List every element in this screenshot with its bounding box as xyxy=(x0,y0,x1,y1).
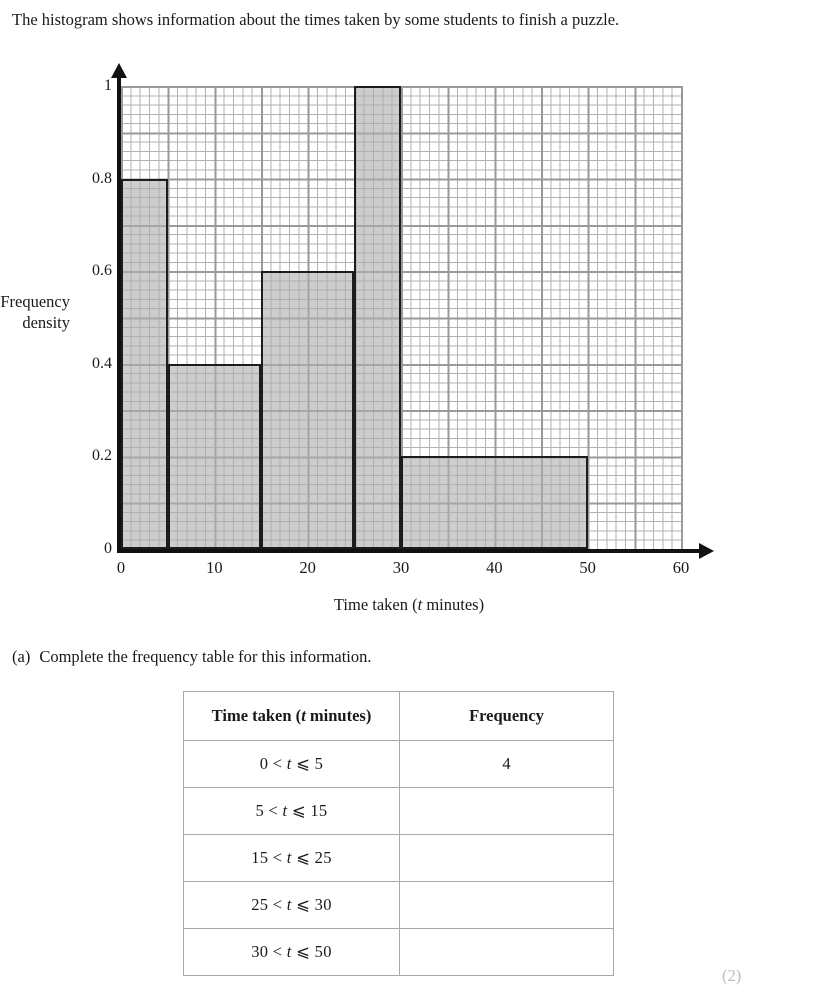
y-axis-title-line-1: Frequency xyxy=(0,292,70,311)
histogram-bar xyxy=(168,364,261,549)
histogram-bar xyxy=(121,179,168,549)
table-cell-time-range: 0 < t ⩽ 5 xyxy=(184,741,400,788)
y-axis-title-line-2: density xyxy=(22,312,70,332)
histogram-plot-area xyxy=(121,86,681,549)
table-header-time-taken xyxy=(184,692,400,741)
table-header-frequency: Frequency xyxy=(400,692,614,741)
table-cell-time-range: 25 < t ⩽ 30 xyxy=(184,882,400,929)
part-a-instruction: Complete the frequency table for this information. xyxy=(39,647,372,666)
table-cell-frequency[interactable] xyxy=(400,835,614,882)
histogram-figure xyxy=(0,60,818,640)
x-axis-tick-label: 60 xyxy=(672,558,690,577)
x-axis-title-after: minutes) xyxy=(422,595,485,614)
histogram-bar xyxy=(354,86,401,549)
y-axis-line xyxy=(117,75,121,553)
frequency-table xyxy=(183,691,614,976)
y-axis-tick-label: 0.6 xyxy=(92,262,112,280)
table-cell-time-range: 15 < t ⩽ 25 xyxy=(184,835,400,882)
x-axis-tick-label: 30 xyxy=(392,558,410,577)
x-axis-title xyxy=(0,595,818,615)
table-row xyxy=(184,835,614,882)
x-axis-title-variable: t xyxy=(417,595,423,614)
table-header-time-after: minutes) xyxy=(305,706,372,725)
histogram-bar xyxy=(261,271,354,549)
y-axis-tick-label: 1 xyxy=(104,77,112,94)
y-axis-title xyxy=(0,292,70,333)
table-cell-time-range: 30 < t ⩽ 50 xyxy=(184,929,400,976)
y-axis-tick-label: 0.8 xyxy=(92,169,112,187)
histogram-bar xyxy=(401,456,588,549)
question-intro-text: The histogram shows information about the times taken by some students to finish a puzzle. xyxy=(12,10,620,29)
table-header-time-before: Time taken ( xyxy=(211,706,302,725)
marks-indicator: (2) xyxy=(722,966,742,985)
x-axis-tick-label: 50 xyxy=(579,558,596,577)
y-axis-tick-label: 0.4 xyxy=(92,354,112,372)
y-axis-tick-label: 0 xyxy=(104,540,112,557)
table-cell-frequency[interactable] xyxy=(400,882,614,929)
table-cell-frequency[interactable]: 4 xyxy=(400,741,614,788)
x-axis-title-before: Time taken ( xyxy=(333,595,418,614)
table-cell-frequency[interactable] xyxy=(400,788,614,835)
grid-right-edge xyxy=(681,86,683,549)
x-axis-tick-label: 0 xyxy=(116,558,126,577)
histogram-bars xyxy=(121,86,681,549)
table-row xyxy=(184,929,614,976)
table-row xyxy=(184,788,614,835)
x-axis-tick-labels xyxy=(0,558,818,584)
part-a-marker: (a) xyxy=(12,647,31,666)
table-header-time-variable: t xyxy=(301,706,306,725)
table-cell-time-range: 5 < t ⩽ 15 xyxy=(184,788,400,835)
part-a-line xyxy=(12,647,372,667)
table-row xyxy=(184,882,614,929)
y-axis-tick-label: 0.2 xyxy=(92,447,112,465)
x-axis-tick-label: 20 xyxy=(299,558,316,577)
x-axis-arrow-icon xyxy=(699,543,714,559)
x-axis-tick-label: 10 xyxy=(206,558,223,577)
table-row xyxy=(184,741,614,788)
x-axis-tick-label: 40 xyxy=(486,558,503,577)
table-header-row xyxy=(184,692,614,741)
y-axis-tick-labels xyxy=(64,60,112,560)
table-cell-frequency[interactable] xyxy=(400,929,614,976)
x-axis-line xyxy=(117,549,701,553)
